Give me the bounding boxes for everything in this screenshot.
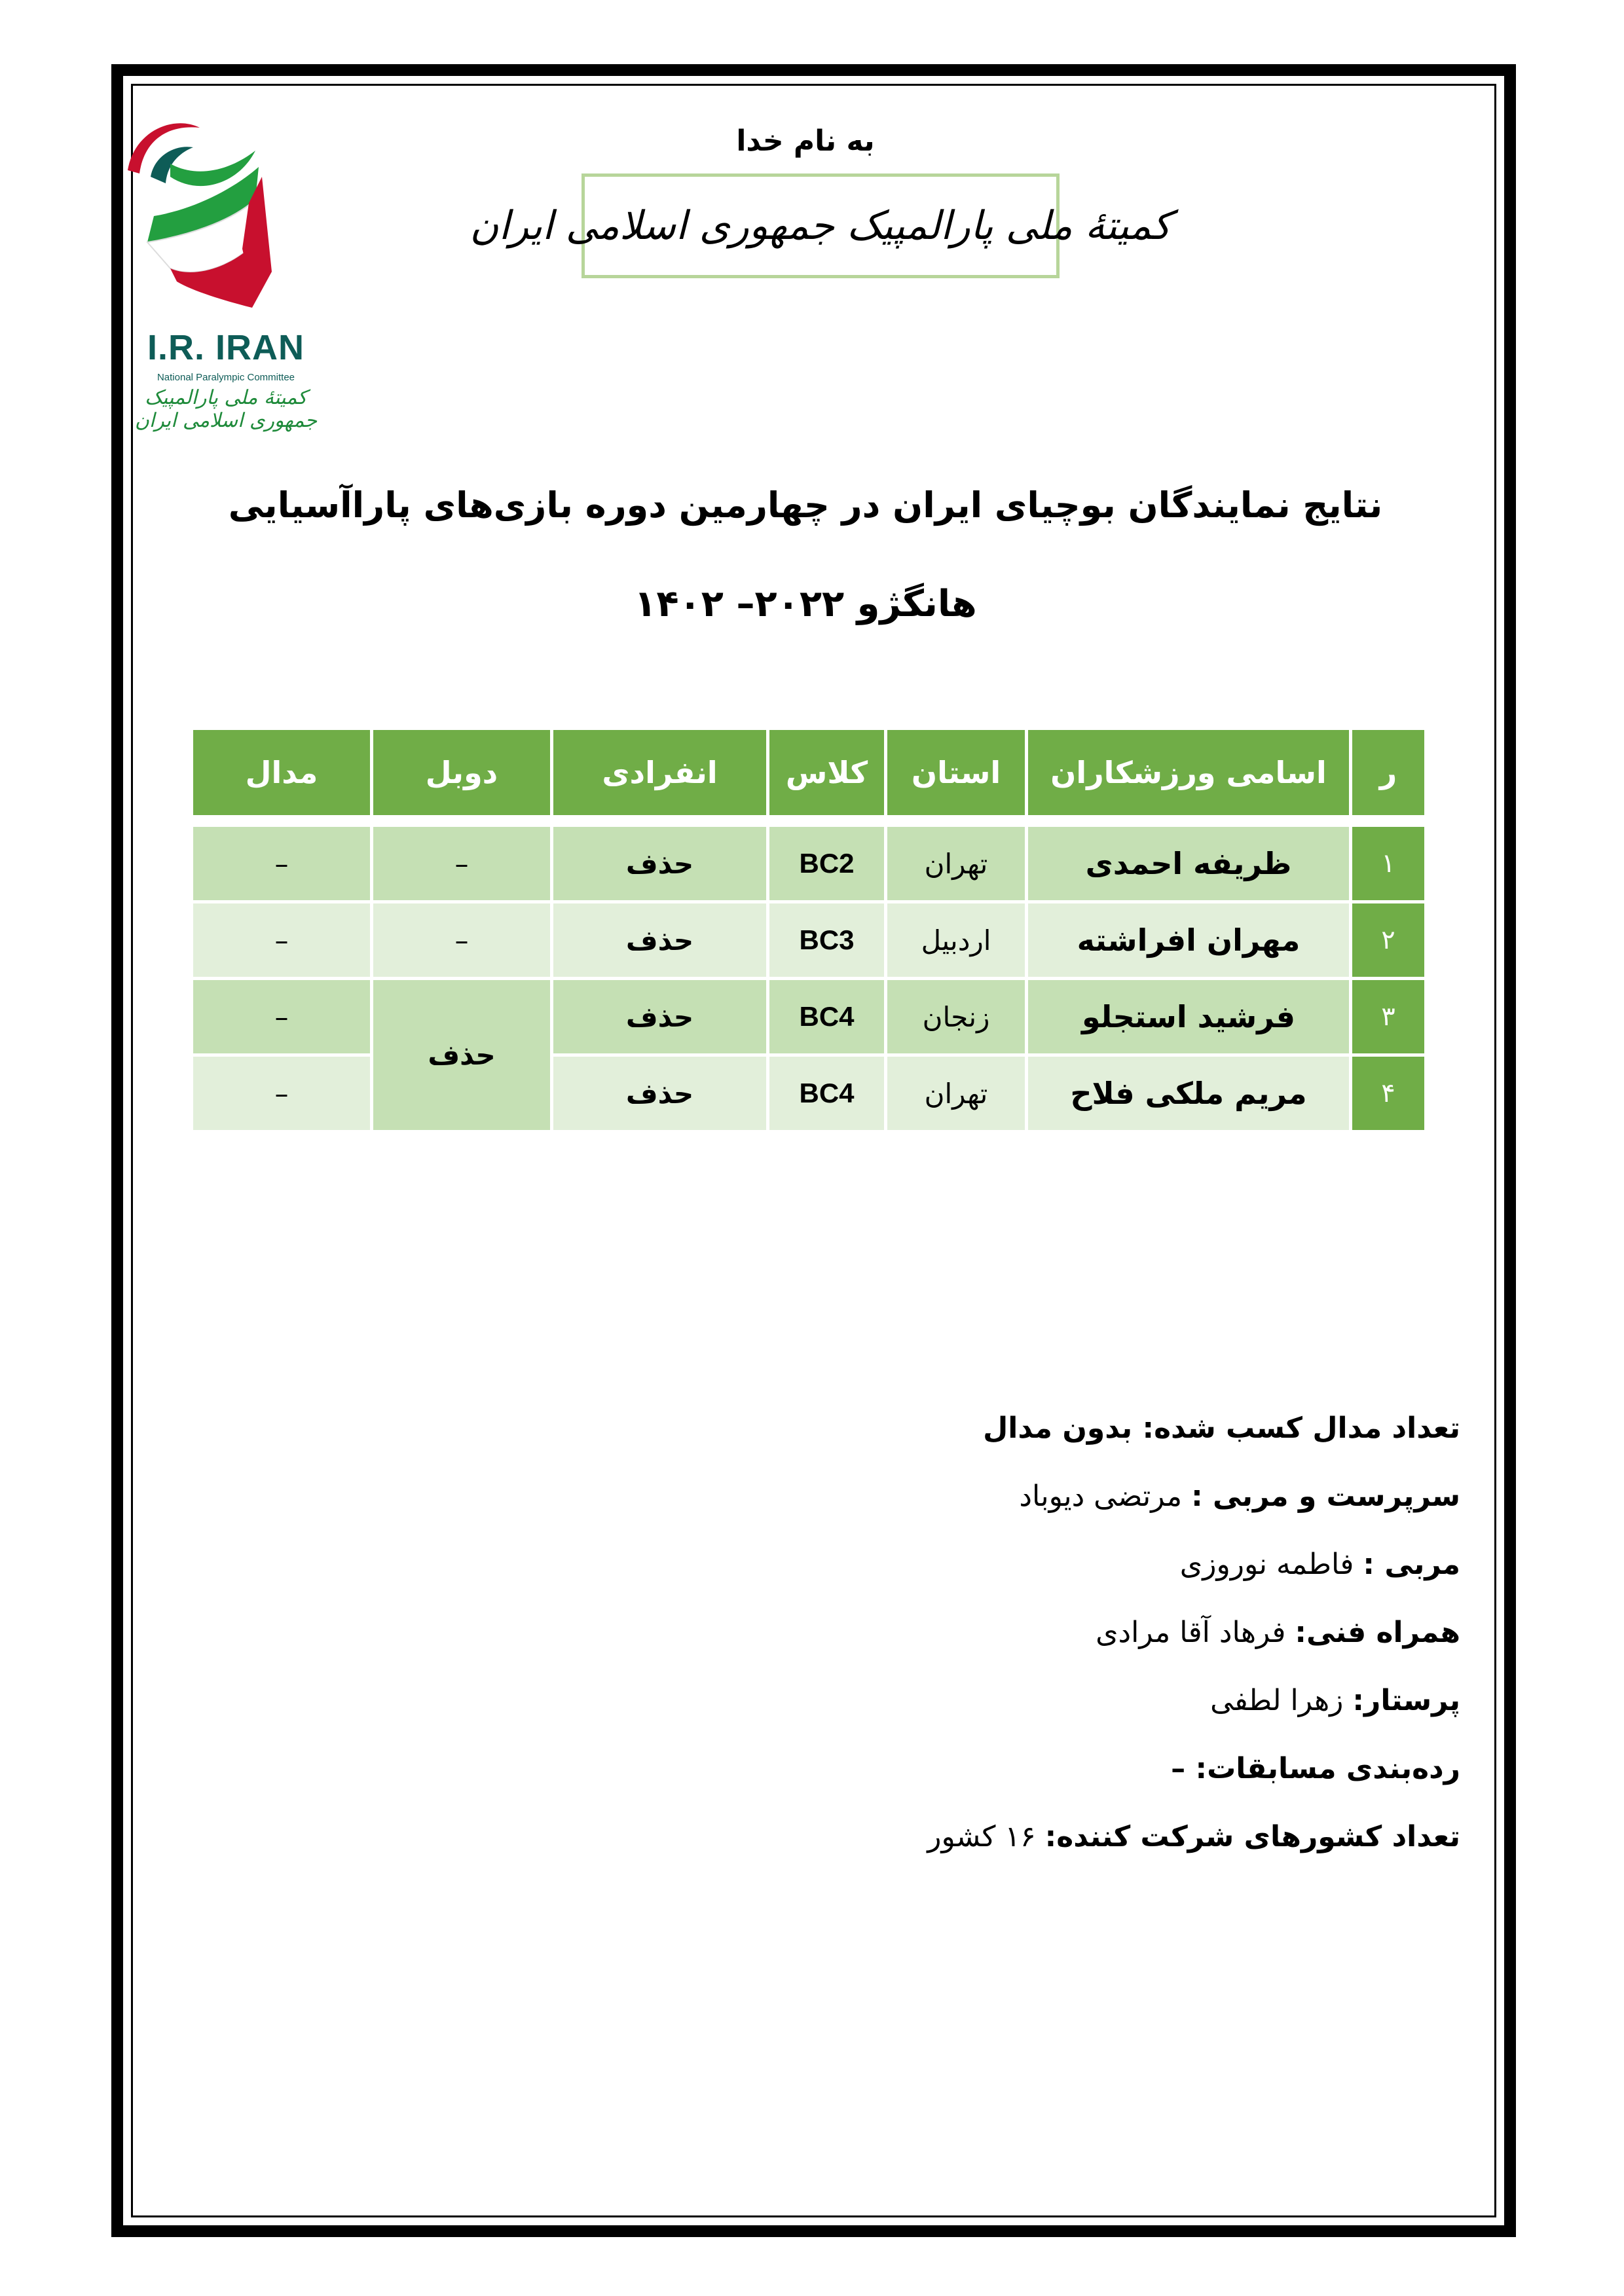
info-label: سرپرست و مربی :: [1191, 1480, 1460, 1513]
medal: –: [193, 1057, 370, 1130]
row-number: ۴: [1352, 1057, 1424, 1130]
single-result: حذف: [553, 980, 766, 1053]
info-value: مرتضی دیوباد: [1019, 1480, 1192, 1513]
row-number: ۲: [1352, 903, 1424, 977]
double-result: –: [373, 903, 550, 977]
page-title: نتایج نمایندگان بوچیای ایران در چهارمین دوره بازی‌های پاراآسیایی: [228, 484, 1383, 526]
info-label: مربی :: [1363, 1548, 1460, 1581]
table-row: [193, 827, 1424, 900]
athlete-name: مریم ملکی فلاح: [1028, 1057, 1349, 1130]
row-number: ۳: [1352, 980, 1424, 1053]
column-header: دوبل: [373, 730, 550, 815]
double-result: –: [373, 827, 550, 900]
athlete-name: فرشید استجلو: [1028, 980, 1349, 1053]
column-header: انفرادی: [553, 730, 766, 815]
info-value: فرهاد آقا مرادی: [1096, 1616, 1295, 1649]
info-label: رده‌بندی مسابقات:: [1195, 1752, 1460, 1785]
province: تهران: [887, 827, 1025, 900]
row-number: ۱: [1352, 827, 1424, 900]
logo-caption: کمیتهٔ ملی پارالمپیک جمهوری اسلامی ایران: [134, 386, 318, 432]
province: زنجان: [887, 980, 1025, 1053]
team-info: [655, 1394, 1460, 1871]
double-result-merged: حذف: [373, 980, 550, 1130]
paralympic-emblem-icon: [115, 111, 324, 327]
page-subtitle: هانگژو ۲۰۲۲– ۱۴۰۲: [634, 583, 977, 625]
info-value: –: [1171, 1752, 1196, 1785]
info-nurse: [655, 1667, 1460, 1735]
page-border-inner: [131, 84, 1496, 2217]
npc-logo: [115, 111, 324, 432]
class: BC4: [769, 980, 884, 1053]
logo-subtitle: National Paralympic Committee: [157, 372, 295, 383]
table-row: [193, 980, 1424, 1053]
info-technical-companion: [655, 1599, 1460, 1667]
info-value: فاطمه نوروزی: [1179, 1548, 1363, 1581]
info-countries: [655, 1803, 1460, 1871]
class: BC3: [769, 903, 884, 977]
column-header: استان: [887, 730, 1025, 815]
class: BC2: [769, 827, 884, 900]
class: BC4: [769, 1057, 884, 1130]
single-result: حذف: [553, 827, 766, 900]
info-value: زهرا لطفی: [1210, 1684, 1353, 1717]
info-head-coach: [655, 1463, 1460, 1531]
info-value: بدون مدال: [983, 1412, 1143, 1445]
info-medals: [655, 1394, 1460, 1463]
province: تهران: [887, 1057, 1025, 1130]
medal: –: [193, 903, 370, 977]
info-label: پرستار:: [1352, 1684, 1460, 1717]
column-header: مدال: [193, 730, 370, 815]
basmala: به نام خدا: [736, 124, 875, 158]
column-header: اسامی ورزشکاران: [1028, 730, 1349, 815]
column-header: کلاس: [769, 730, 884, 815]
committee-name: کمیتهٔ ملی پارالمپیک جمهوری اسلامی ایران: [470, 203, 1172, 249]
medal: –: [193, 827, 370, 900]
province: اردبیل: [887, 903, 1025, 977]
info-label: تعداد مدال کسب شده:: [1142, 1412, 1460, 1445]
info-ranking: [655, 1735, 1460, 1803]
table-row: [193, 903, 1424, 977]
info-label: همراه فنی:: [1295, 1616, 1460, 1649]
info-label: تعداد کشورهای شرکت کننده:: [1044, 1820, 1460, 1853]
athlete-name: مهران افراشته: [1028, 903, 1349, 977]
committee-banner: [470, 173, 1172, 278]
info-coach: [655, 1531, 1460, 1599]
medal: –: [193, 980, 370, 1053]
table-header-row: [193, 730, 1424, 815]
logo-title: I.R. IRAN: [147, 328, 304, 367]
athlete-name: ظریفه احمدی: [1028, 827, 1349, 900]
info-value: ۱۶ کشور: [927, 1820, 1045, 1853]
results-table: [190, 727, 1428, 1133]
header-gap: [193, 818, 1424, 824]
single-result: حذف: [553, 903, 766, 977]
single-result: حذف: [553, 1057, 766, 1130]
column-header: ر: [1352, 730, 1424, 815]
